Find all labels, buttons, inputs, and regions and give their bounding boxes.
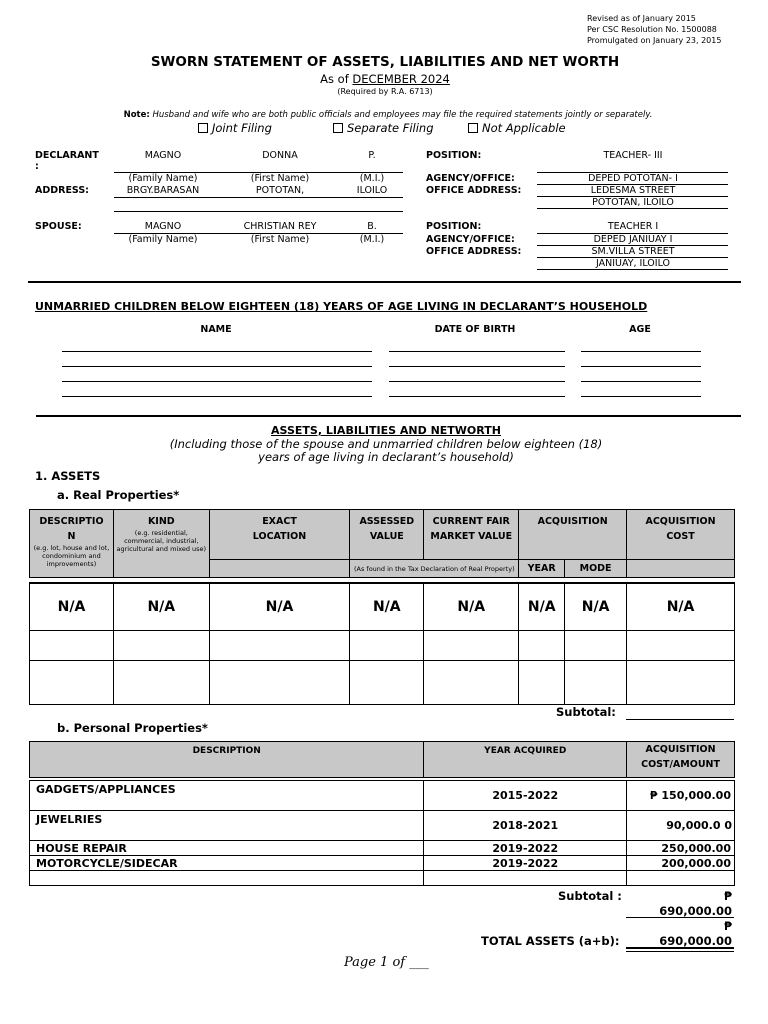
required-by: (Required by R.A. 6713) xyxy=(337,87,433,96)
checkbox-icon[interactable] xyxy=(468,123,478,133)
peso-sign: ₱ xyxy=(723,889,732,903)
pp-desc: HOUSE REPAIR xyxy=(30,841,424,856)
office-address-label: OFFICE ADDRESS: xyxy=(426,185,522,196)
pp-cost: 200,000.00 xyxy=(627,856,735,871)
col-mode: MODE xyxy=(565,560,627,578)
mi-caption: (M.I.) xyxy=(359,173,385,184)
checkbox-icon[interactable] xyxy=(333,123,343,133)
table-row xyxy=(30,811,735,841)
col-location-label: EXACT LOCATION xyxy=(252,516,307,542)
declarant-mi: P. xyxy=(368,150,376,161)
spouse-agency: DEPED JANIUAY I xyxy=(593,234,673,245)
address-province: ILOILO xyxy=(356,185,388,196)
declarant-agency: DEPED POTOTAN- I xyxy=(588,173,678,184)
declarant-family-name: MAGNO xyxy=(144,150,182,161)
address-town: POTOTAN, xyxy=(255,185,305,196)
col-fair-market xyxy=(424,510,519,560)
declarant-colon: : xyxy=(35,161,39,172)
col-cost-blank xyxy=(627,560,735,578)
table-row xyxy=(30,781,735,811)
filing-not-applicable[interactable] xyxy=(468,121,566,135)
filing-joint[interactable] xyxy=(198,121,272,135)
children-heading: UNMARRIED CHILDREN BELOW EIGHTEEN (18) YEARS OF AGE LIVING IN DECLARANT’S HOUSEHOLD xyxy=(35,300,648,313)
alnw-heading: ASSETS, LIABILITIES AND NETWORTH xyxy=(271,424,501,437)
declarant-position: TEACHER- III xyxy=(603,150,663,161)
real-subtotal-label: Subtotal: xyxy=(556,705,616,719)
col-acquisition-cost-label: ACQUISITION COST xyxy=(645,516,716,542)
table-row xyxy=(30,871,735,886)
family-name-caption: (Family Name) xyxy=(128,173,198,184)
spouse-mi-caption: (M.I.) xyxy=(359,234,385,245)
spouse-family-name: MAGNO xyxy=(144,221,182,232)
note-label: Note: xyxy=(123,110,150,120)
personal-properties-label: b. Personal Properties* xyxy=(57,721,208,735)
real-properties-label: a. Real Properties* xyxy=(57,488,180,502)
col-pp-description: DESCRIPTION xyxy=(30,742,424,778)
spouse-office-line1: SM.VILLA STREET xyxy=(591,246,675,257)
declarant-label: DECLARANT xyxy=(35,150,99,161)
col-acquisition-cost xyxy=(627,510,735,560)
col-pp-year: YEAR ACQUIRED xyxy=(424,742,627,778)
table-row xyxy=(30,841,735,856)
table-row xyxy=(30,856,735,871)
col-pp-cost-label: ACQUISITION COST/AMOUNT xyxy=(641,744,720,770)
section-divider xyxy=(36,415,741,417)
note-text: Husband and wife who are both public officials and employees may file the required statements jointly or separately. xyxy=(152,110,653,120)
spouse-office-label: OFFICE ADDRESS: xyxy=(426,246,522,257)
assets-label: 1. ASSETS xyxy=(35,469,101,483)
col-description-hint: (e.g. lot, house and lot, condominium and improvements) xyxy=(33,544,110,568)
peso-sign: ₱ xyxy=(723,919,732,933)
spouse-mi: B. xyxy=(367,221,377,232)
revision-line: Per CSC Resolution No. 1500088 xyxy=(587,25,717,34)
personal-properties-table xyxy=(29,741,735,886)
page-footer: Page 1 of ___ xyxy=(344,955,429,970)
spouse-first-name: CHRISTIAN REY xyxy=(243,221,317,232)
pp-year: 2019-2022 xyxy=(424,841,627,856)
revision-note xyxy=(587,13,721,46)
children-col-age: AGE xyxy=(629,324,651,335)
cell-fair-market: N/A xyxy=(424,583,519,631)
col-assessed xyxy=(350,510,424,560)
address-label: ADDRESS: xyxy=(35,185,89,196)
cell-kind: N/A xyxy=(113,583,209,631)
col-kind-label: KIND xyxy=(147,516,175,527)
page-title: SWORN STATEMENT OF ASSETS, LIABILITIES AND NET WORTH xyxy=(150,54,620,70)
col-fair-market-label: CURRENT FAIR MARKET VALUE xyxy=(430,516,513,542)
personal-subtotal-label: Subtotal : xyxy=(558,889,622,903)
cell-cost: N/A xyxy=(627,583,735,631)
address-barangay: BRGY.BARASAN xyxy=(126,185,200,196)
pp-year: 2018-2021 xyxy=(424,811,627,841)
alnw-sub2: years of age living in declarant’s household) xyxy=(258,450,514,464)
col-kind xyxy=(113,510,209,578)
section-divider xyxy=(28,281,741,283)
pp-desc: JEWELRIES xyxy=(30,811,424,841)
filing-na-label: Not Applicable xyxy=(482,121,566,135)
spouse-label: SPOUSE: xyxy=(35,221,82,232)
checkbox-icon[interactable] xyxy=(198,123,208,133)
col-description-label: DESCRIPTIO N xyxy=(39,516,104,542)
alnw-sub1: (Including those of the spouse and unmarried children below eighteen (18) xyxy=(169,437,603,451)
cell-mode: N/A xyxy=(565,583,627,631)
col-year: YEAR xyxy=(519,560,565,578)
cell-assessed: N/A xyxy=(350,583,424,631)
declarant-office-line2: POTOTAN, ILOILO xyxy=(592,197,674,208)
pp-cost: 90,000.0 0 xyxy=(627,811,735,841)
agency-label: AGENCY/OFFICE: xyxy=(426,173,515,184)
as-of-date: DECEMBER 2024 xyxy=(352,72,450,86)
as-of-line xyxy=(0,72,768,86)
first-name-caption: (First Name) xyxy=(250,173,310,184)
col-assessed-label: ASSESSED VALUE xyxy=(359,516,415,542)
total-assets-value: 690,000.00 xyxy=(659,934,732,948)
revision-line: Promulgated on January 23, 2015 xyxy=(587,36,722,45)
spouse-agency-label: AGENCY/OFFICE: xyxy=(426,234,515,245)
pp-cost: 250,000.00 xyxy=(627,841,735,856)
filing-joint-label: Joint Filing xyxy=(212,121,272,135)
as-of-label: As of xyxy=(320,72,349,86)
table-row xyxy=(30,583,735,631)
col-location-blank xyxy=(209,560,350,578)
col-kind-hint: (e.g. residential, commercial, industrial, agricultural and mixed use) xyxy=(116,529,207,553)
total-assets-label: TOTAL ASSETS (a+b): xyxy=(481,934,620,948)
declarant-office-line1: LEDESMA STREET xyxy=(590,185,676,196)
col-acquisition: ACQUISITION xyxy=(519,510,627,560)
spouse-office-line2: JANIUAY, ILOILO xyxy=(595,258,671,269)
table-row xyxy=(30,661,735,705)
children-col-dob: DATE OF BIRTH xyxy=(434,324,516,335)
cell-description: N/A xyxy=(30,583,114,631)
spouse-family-caption: (Family Name) xyxy=(128,234,198,245)
col-value-hint: (As found in the Tax Declaration of Real Property) xyxy=(350,560,519,578)
pp-year: 2015-2022 xyxy=(424,781,627,811)
filing-separate[interactable] xyxy=(333,121,434,135)
col-pp-cost xyxy=(627,742,735,778)
table-row xyxy=(30,631,735,661)
note xyxy=(0,110,768,120)
col-description xyxy=(30,510,114,578)
pp-desc: MOTORCYCLE/SIDECAR xyxy=(30,856,424,871)
personal-subtotal-value: 690,000.00 xyxy=(659,904,732,918)
cell-location: N/A xyxy=(209,583,350,631)
position-label: POSITION: xyxy=(426,150,482,161)
pp-desc: GADGETS/APPLIANCES xyxy=(30,781,424,811)
children-col-name: NAME xyxy=(200,324,232,335)
spouse-first-caption: (First Name) xyxy=(250,234,310,245)
pp-year: 2019-2022 xyxy=(424,856,627,871)
spouse-position-label: POSITION: xyxy=(426,221,482,232)
col-location xyxy=(209,510,350,560)
cell-year: N/A xyxy=(519,583,565,631)
filing-separate-label: Separate Filing xyxy=(347,121,434,135)
real-properties-table xyxy=(29,509,735,705)
spouse-position: TEACHER I xyxy=(607,221,659,232)
pp-cost: ₱ 150,000.00 xyxy=(627,781,735,811)
declarant-first-name: DONNA xyxy=(262,150,298,161)
revision-line: Revised as of January 2015 xyxy=(587,14,696,23)
